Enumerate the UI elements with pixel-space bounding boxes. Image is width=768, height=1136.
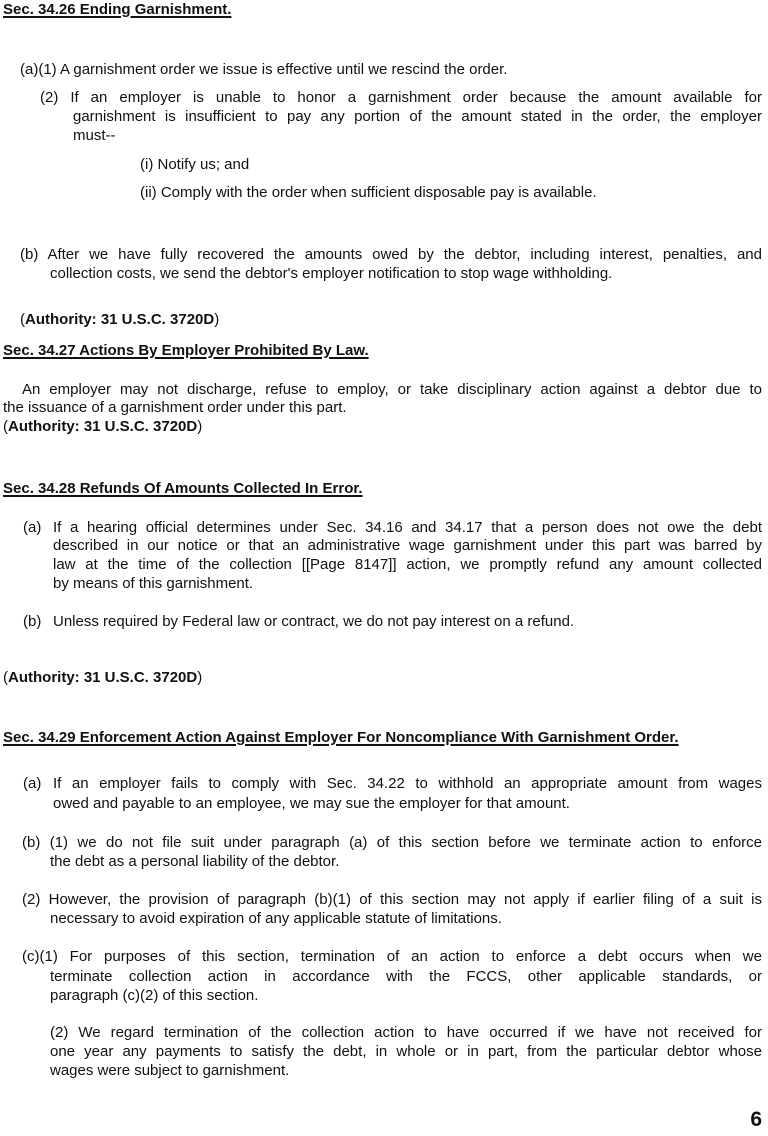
paragraph-a2-line: must-- — [73, 127, 116, 144]
paragraph-c2-line: wages were subject to garnishment. — [50, 1062, 290, 1079]
paragraph-c1-line: (c)(1) For purposes of this section, termination of an action to enforce a debt occurs when we — [22, 948, 762, 965]
paragraph-c1-line: terminate collection action in accordance with the FCCS, other applicable standards, or — [50, 968, 762, 985]
paragraph-a-line: described in our notice or that an administrative wage garnishment under this part was barred by — [53, 537, 762, 554]
list-item-i: (i) Notify us; and — [140, 156, 250, 173]
paragraph-a-line: If a hearing official determines under Sec. 34.16 and 34.17 that a person does not owe the debt — [53, 519, 762, 536]
paragraph-a-line: law at the time of the collection [[Page 8147]] action, we promptly refund any amount collected — [53, 556, 762, 573]
paragraph-a-line: by means of this garnishment. — [53, 575, 254, 592]
paragraph-b-line: (b) After we have fully recovered the amounts owed by the debtor, including interest, penalties, and — [20, 246, 762, 263]
section-heading-34-29: Sec. 34.29 Enforcement Action Against Employer For Noncompliance With Garnishment Order. — [3, 729, 679, 746]
paragraph-a2-line: garnishment is insufficient to pay any portion of the amount stated in the order, the employer — [73, 108, 762, 125]
paragraph-b2-line: necessary to avoid expiration of any applicable statute of limitations. — [50, 910, 502, 927]
section-heading-34-27: Sec. 34.27 Actions By Employer Prohibited By Law. — [3, 342, 369, 359]
paragraph-b1-line: (b) (1) we do not file suit under paragraph (a) of this section before we terminate action to enforce — [22, 834, 762, 851]
page-number: 6 — [750, 1108, 762, 1131]
section-heading-34-28: Sec. 34.28 Refunds Of Amounts Collected In Error. — [3, 480, 363, 497]
paragraph-a2-line: (2) If an employer is unable to honor a garnishment order because the amount available for — [40, 89, 762, 106]
paragraph-label-a: (a) — [23, 519, 42, 536]
paragraph-c2-line: one year any payments to satisfy the debt, in whole or in part, from the particular debtor whose — [50, 1043, 762, 1060]
authority-citation: (Authority: 31 U.S.C. 3720D) — [3, 669, 203, 686]
paragraph-line: An employer may not discharge, refuse to employ, or take disciplinary action against a debtor due to — [22, 381, 762, 398]
list-item-ii: (ii) Comply with the order when sufficient disposable pay is available. — [140, 184, 597, 201]
paragraph-line: the issuance of a garnishment order under this part. — [3, 399, 347, 416]
paragraph-a-line: If an employer fails to comply with Sec. 34.22 to withhold an appropriate amount from wages — [53, 775, 762, 792]
section-heading-34-26: Sec. 34.26 Ending Garnishment. — [3, 1, 232, 18]
paragraph-b-line: collection costs, we send the debtor's employer notification to stop wage withholding. — [50, 265, 613, 282]
paragraph-b2-line: (2) However, the provision of paragraph (b)(1) of this section may not apply if earlier filing of a suit is — [22, 891, 762, 908]
paragraph-c2-line: (2) We regard termination of the collection action to have occurred if we have not received for — [50, 1024, 762, 1041]
paragraph-b1-line: the debt as a personal liability of the debtor. — [50, 853, 340, 870]
paragraph-c1-line: paragraph (c)(2) of this section. — [50, 987, 259, 1004]
paragraph-a1: (a)(1) A garnishment order we issue is effective until we rescind the order. — [20, 61, 508, 78]
paragraph-a-line: owed and payable to an employee, we may sue the employer for that amount. — [53, 795, 570, 812]
authority-citation: (Authority: 31 U.S.C. 3720D) — [3, 418, 203, 435]
paragraph-b: Unless required by Federal law or contract, we do not pay interest on a refund. — [53, 613, 575, 630]
paragraph-label-b: (b) — [23, 613, 42, 630]
authority-citation: (Authority: 31 U.S.C. 3720D) — [20, 311, 220, 328]
paragraph-label-a: (a) — [23, 775, 42, 792]
